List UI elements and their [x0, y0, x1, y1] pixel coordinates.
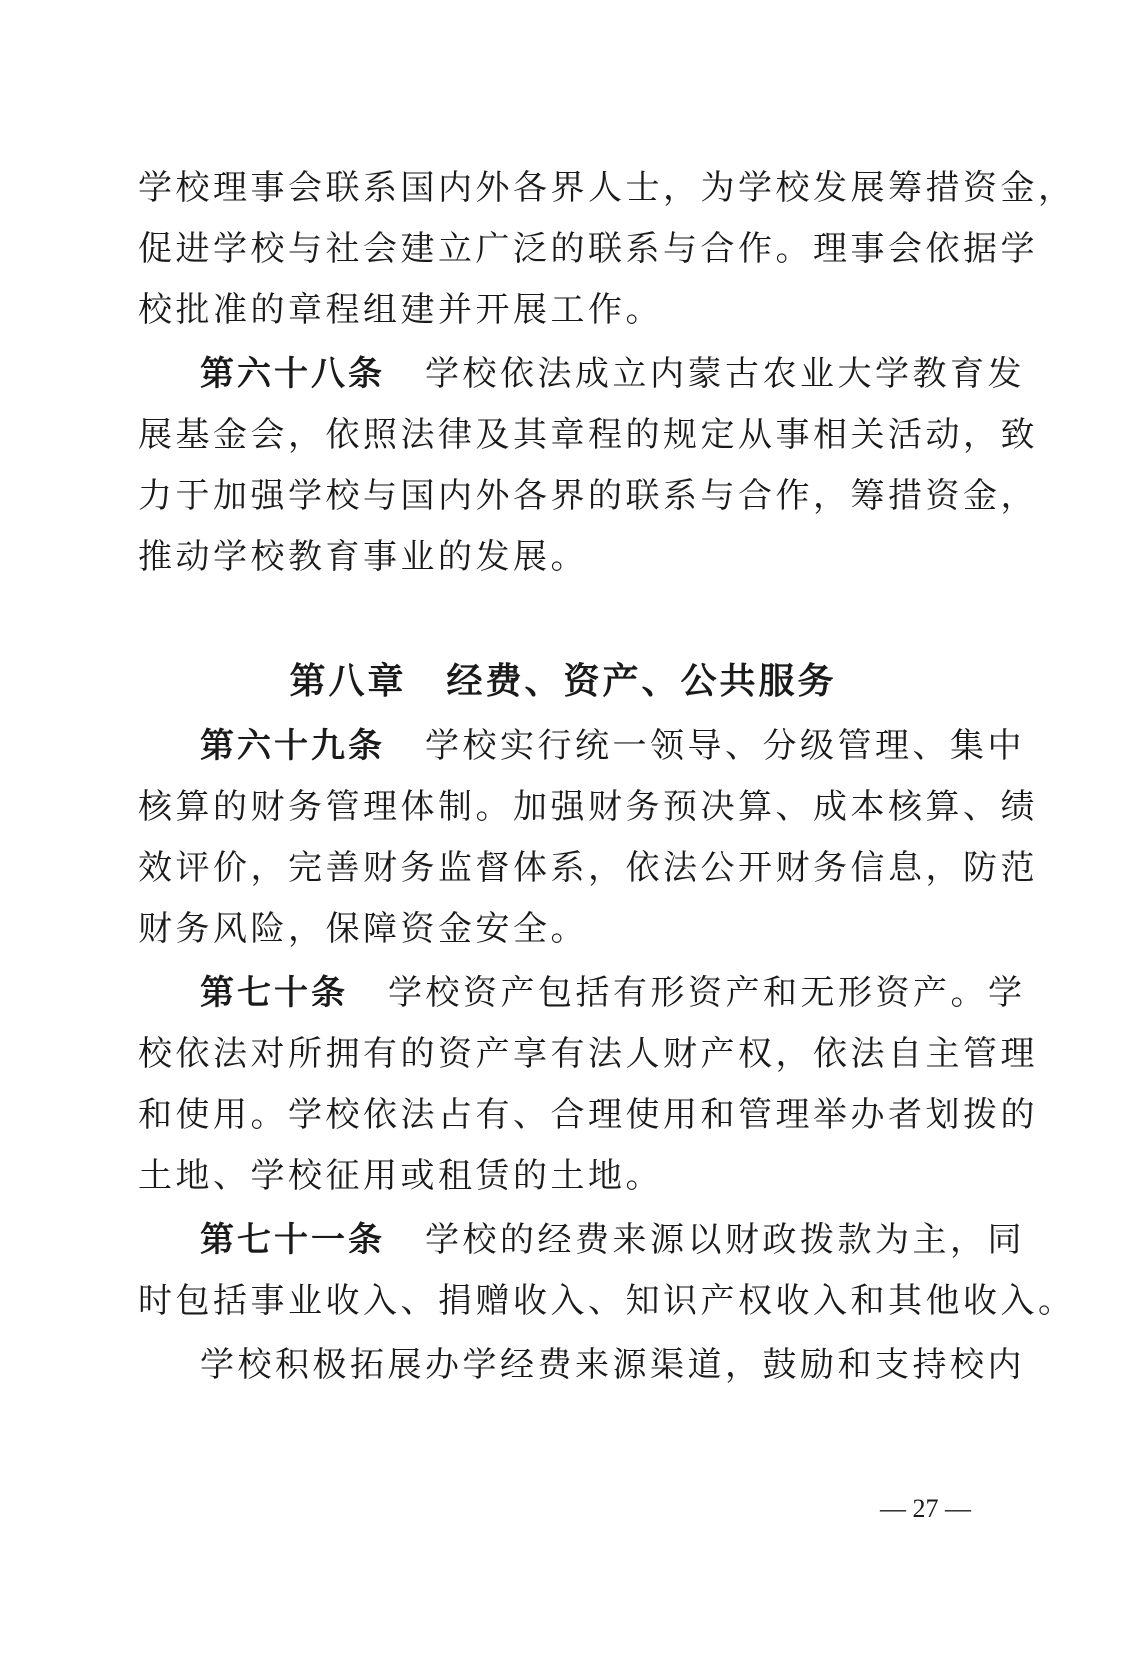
paragraph-line: 展基金会，依照法律及其章程的规定从事相关活动，致 [138, 415, 1038, 455]
article-69-label: 第六十九条 [200, 726, 385, 766]
paragraph-line: 学校理事会联系国内外各界人士，为学校发展筹措资金， [138, 168, 1076, 208]
paragraph-line: 和使用。学校依法占有、合理使用和管理举办者划拨的 [138, 1095, 1038, 1135]
paragraph-line: 校依法对所拥有的资产享有法人财产权，依法自主管理 [138, 1034, 1038, 1074]
paragraph-line: 校批准的章程组建并开展工作。 [138, 290, 663, 330]
article-68-first-line [200, 354, 1025, 394]
chapter-number: 第八章 [289, 661, 407, 702]
paragraph-line: 财务风险，保障资金安全。 [138, 909, 588, 949]
paragraph-line: 核算的财务管理体制。加强财务预决算、成本核算、绩 [138, 787, 1038, 827]
paragraph-line: 力于加强学校与国内外各界的联系与合作，筹措资金， [138, 476, 1038, 516]
paragraph-line: 效评价，完善财务监督体系，依法公开财务信息，防范 [138, 848, 1038, 888]
article-71-first-line [200, 1220, 1025, 1260]
chapter-heading [0, 660, 1126, 704]
article-71-label: 第七十一条 [200, 1220, 385, 1260]
paragraph-line: 时包括事业收入、捐赠收入、知识产权收入和其他收入。 [138, 1281, 1076, 1321]
chapter-title: 经费、资产、公共服务 [446, 661, 837, 702]
page-number: — 27 — [880, 1494, 971, 1523]
article-68-label: 第六十八条 [200, 354, 385, 394]
article-71-text: 学校的经费来源以财政拨款为主，同 [425, 1220, 1025, 1260]
article-69-first-line [200, 726, 1025, 766]
paragraph-line: 学校积极拓展办学经费来源渠道，鼓励和支持校内 [200, 1345, 1025, 1385]
article-70-label: 第七十条 [200, 973, 348, 1013]
paragraph-line: 土地、学校征用或租赁的土地。 [138, 1156, 663, 1196]
article-70-text: 学校资产包括有形资产和无形资产。学 [388, 973, 1026, 1013]
article-68-text: 学校依法成立内蒙古农业大学教育发 [425, 354, 1025, 394]
article-70-first-line [200, 973, 1026, 1013]
article-69-text: 学校实行统一领导、分级管理、集中 [425, 726, 1025, 766]
paragraph-line: 推动学校教育事业的发展。 [138, 537, 588, 577]
paragraph-line: 促进学校与社会建立广泛的联系与合作。理事会依据学 [138, 229, 1038, 269]
